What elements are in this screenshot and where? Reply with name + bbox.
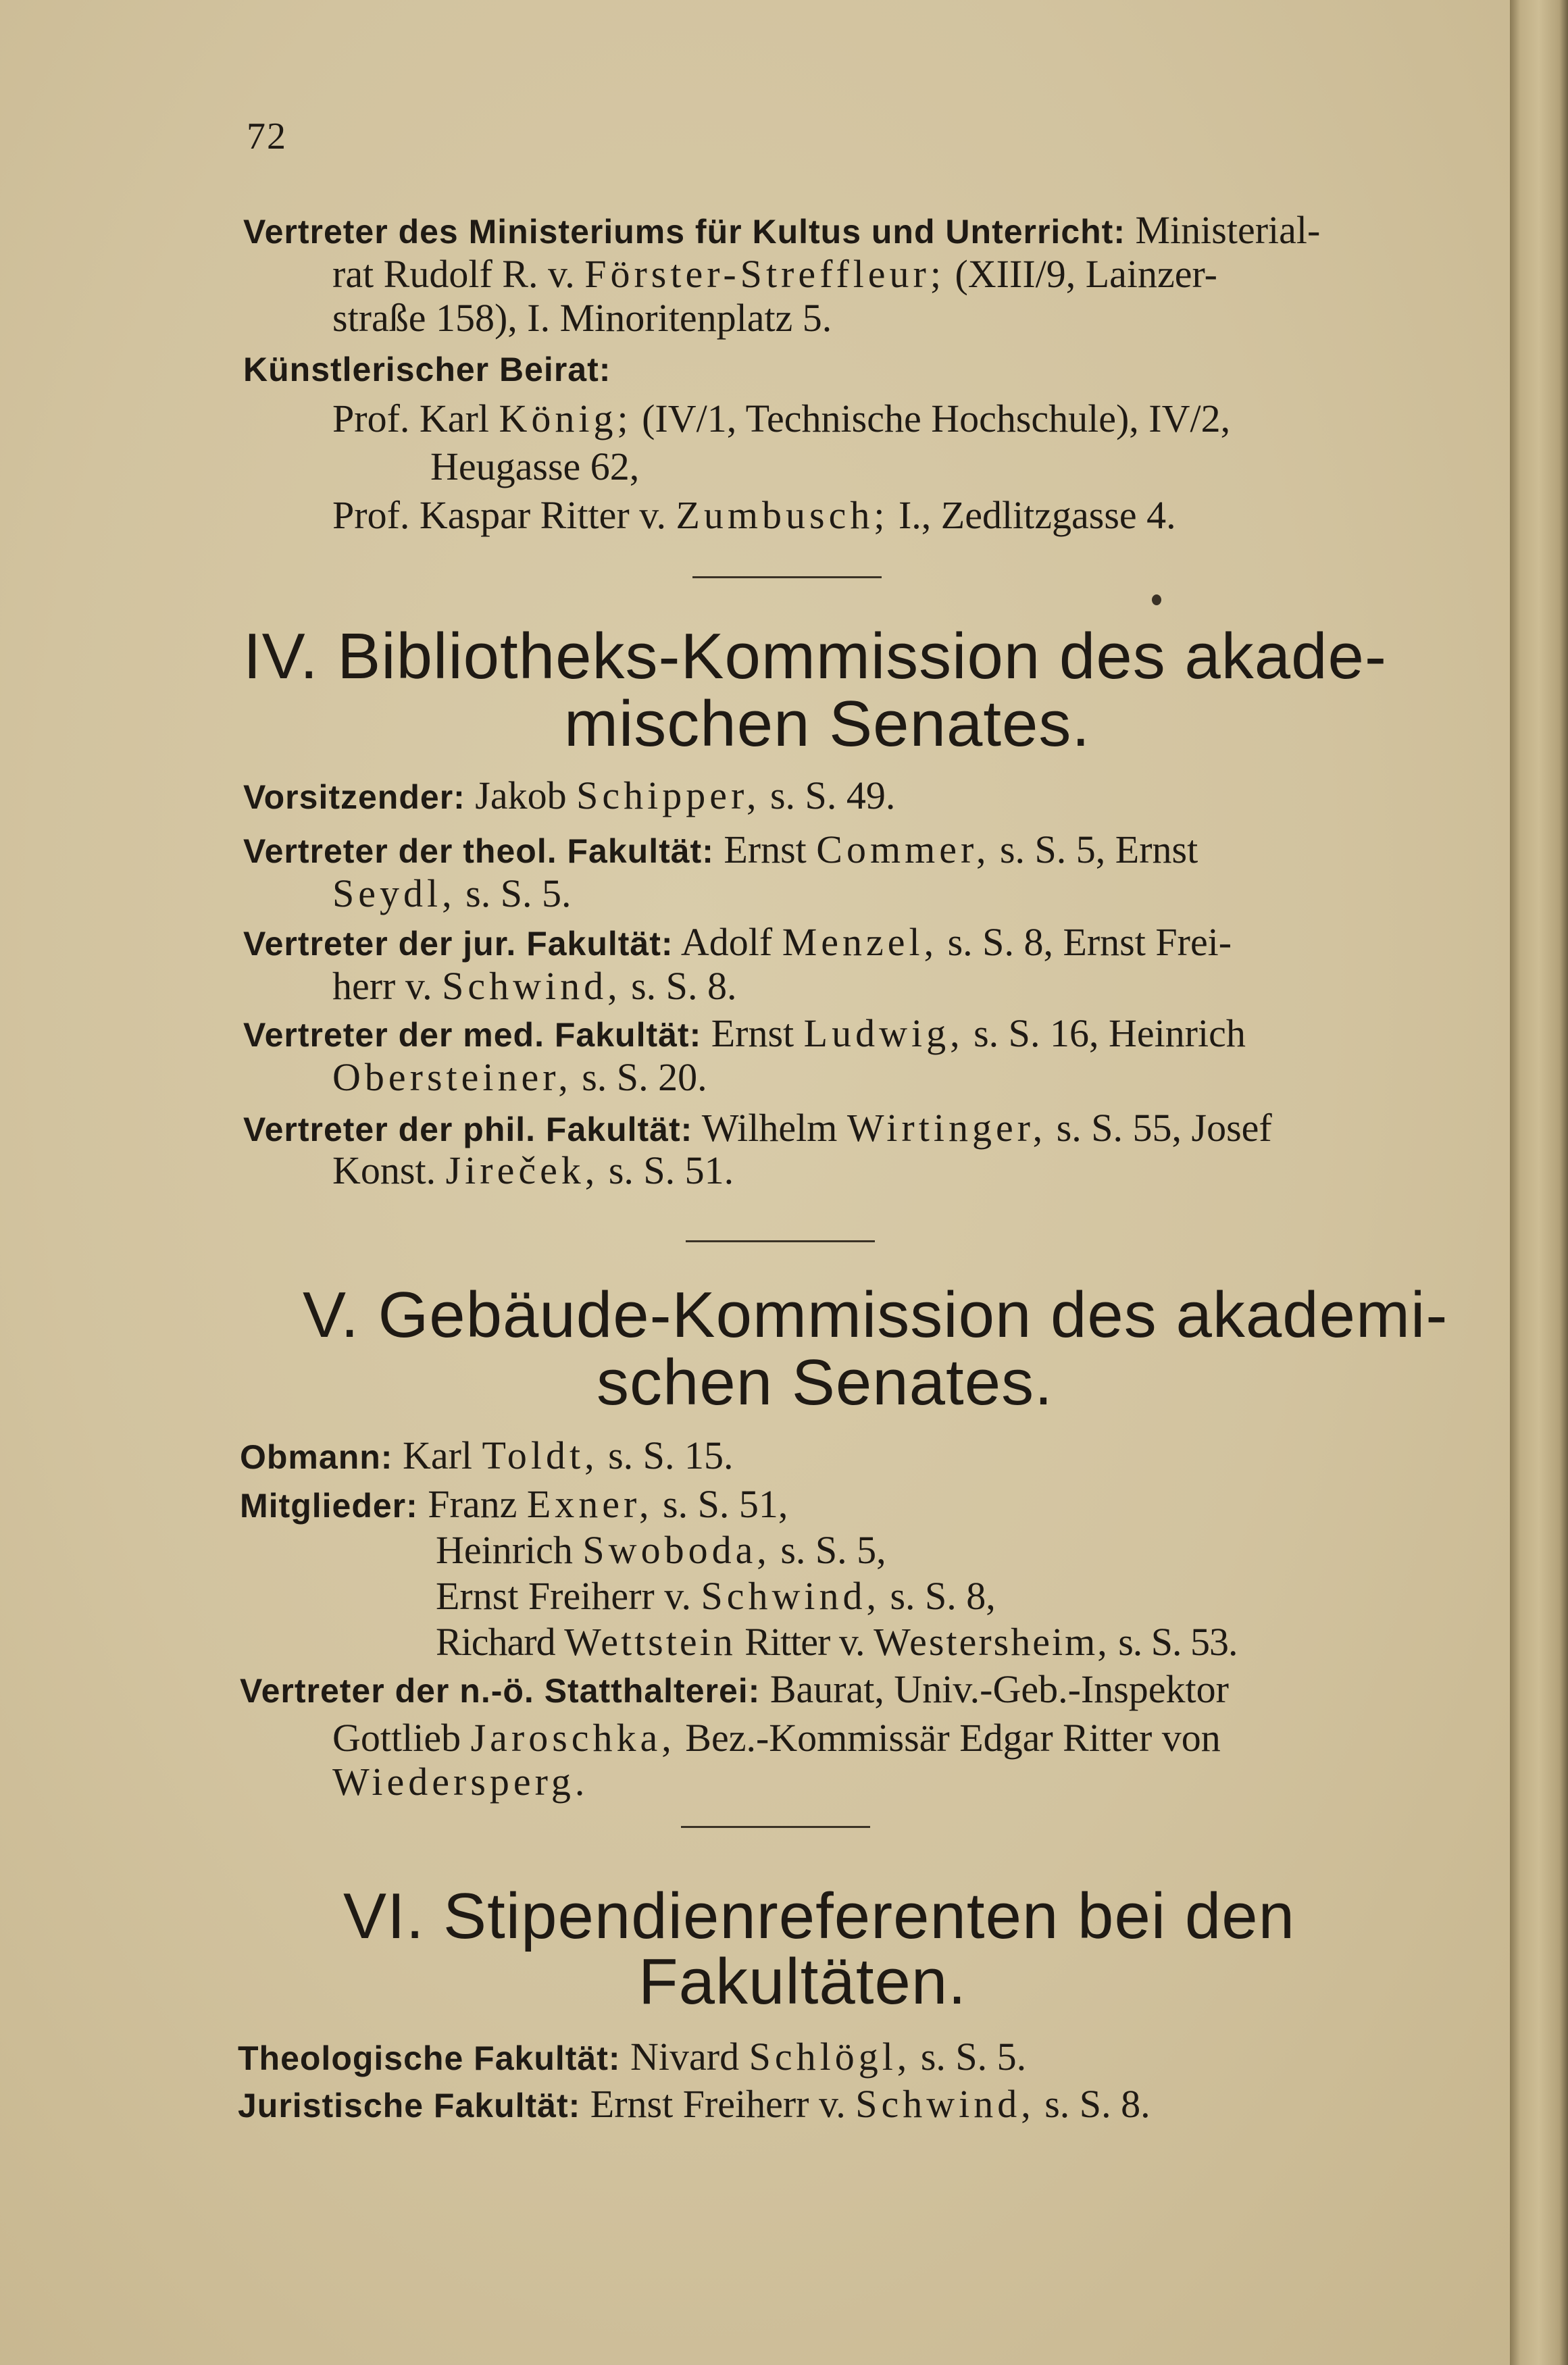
- person-name: Ludwig,: [803, 1011, 964, 1055]
- person-name: Menzel,: [782, 920, 938, 964]
- ministry-line-1: [243, 208, 1320, 254]
- section-4-med: Vertreter der med. Fakultät: Ernst Ludwig, s. S. 16, Heinrich: [243, 1011, 1246, 1055]
- section-4-phil-2: Konst. Jireček, s. S. 51.: [332, 1148, 734, 1192]
- ministry-line-2: rat Rudolf R. v. Förster-Streffleur; (XIII/9, Lainzer-: [332, 252, 1217, 296]
- phil-label: Vertreter der phil. Fakultät:: [243, 1111, 693, 1148]
- section-4-jur-2: herr v. Schwind, s. S. 8.: [332, 964, 737, 1008]
- person-name: Wettstein: [564, 1620, 736, 1664]
- person-name: Swoboda,: [582, 1528, 771, 1572]
- person-name: Toldt,: [482, 1433, 599, 1477]
- person-name: Obersteiner,: [332, 1055, 572, 1099]
- person-name: Schwind,: [701, 1574, 880, 1618]
- section-5-obmann: Obmann: Karl Toldt, s. S. 15.: [240, 1433, 734, 1477]
- ministry-line-3: straße 158), I. Minoritenplatz 5.: [332, 296, 832, 340]
- section-5-title-line-1: V. Gebäude-Kommission des akademi-: [303, 1279, 1448, 1351]
- theol-faculty-label: Theologische Fakultät:: [238, 2039, 621, 2077]
- section-4-jur: Vertreter der jur. Fakultät: Adolf Menzel, s. S. 8, Ernst Frei-: [243, 920, 1232, 964]
- section-6-title-line-1: VI. Stipendienreferenten bei den: [343, 1880, 1295, 1952]
- section-4-theol: Vertreter der theol. Fakultät: Ernst Commer, s. S. 5, Ernst: [243, 828, 1198, 871]
- statthalterei-label: Vertreter der n.-ö. Statthalterei:: [240, 1672, 761, 1710]
- section-5-members-line-3: Ernst Freiherr v. Schwind, s. S. 8,: [436, 1574, 996, 1618]
- person-name: Seydl,: [332, 871, 456, 915]
- person-name: Wirtinger,: [846, 1106, 1047, 1150]
- section-4-theol-2: Seydl, s. S. 5.: [332, 871, 572, 915]
- section-divider: [681, 1826, 870, 1828]
- art-board-label-line: [243, 346, 611, 392]
- art-board-line-2: Heugasse 62,: [430, 444, 640, 488]
- section-6-jur: Juristische Fakultät: Ernst Freiherr v. Schwind, s. S. 8.: [238, 2082, 1150, 2126]
- book-gutter: [1510, 0, 1568, 2365]
- ministry-text-1: Ministerial-: [1135, 208, 1321, 252]
- ministry-label: Vertreter des Ministeriums für Kultus und Unterricht:: [243, 213, 1126, 251]
- person-name: Jireček,: [445, 1148, 599, 1192]
- person-name: Commer,: [816, 828, 990, 871]
- jur-label: Vertreter der jur. Fakultät:: [243, 925, 674, 963]
- section-5-statthalterei-3: [332, 1760, 588, 1804]
- section-5-members-line-1: Mitglieder: Franz Exner, s. S. 51,: [240, 1482, 788, 1526]
- person-name: Jaroschka,: [470, 1716, 676, 1760]
- person-name: Exner,: [526, 1482, 653, 1526]
- section-divider: [692, 576, 882, 578]
- person-name: König;: [499, 397, 632, 440]
- section-divider: [686, 1240, 875, 1242]
- obmann-label: Obmann:: [240, 1438, 393, 1476]
- section-4-chair: Vorsitzender: Jakob Schipper, s. S. 49.: [243, 773, 896, 817]
- art-board-label: Künstlerischer Beirat:: [243, 351, 611, 388]
- theol-label: Vertreter der theol. Fakultät:: [243, 832, 714, 870]
- jur-faculty-label: Juristische Fakultät:: [238, 2087, 581, 2125]
- section-5-title-line-2: schen Senates.: [597, 1346, 1053, 1419]
- members-label: Mitglieder:: [240, 1487, 418, 1525]
- section-5-members-line-2: Heinrich Swoboda, s. S. 5,: [436, 1528, 886, 1572]
- page-number: 72: [247, 116, 287, 157]
- med-label: Vertreter der med. Fakultät:: [243, 1016, 702, 1054]
- art-board-line-3: Prof. Kaspar Ritter v. Zumbusch; I., Zedlitzgasse 4.: [332, 493, 1176, 537]
- person-name: Wiedersperg.: [332, 1760, 589, 1804]
- art-board-line-1: Prof. Karl König; (IV/1, Technische Hochschule), IV/2,: [332, 397, 1231, 440]
- section-4-title-line-1: IV. Bibliotheks-Kommission des akade-: [243, 620, 1387, 692]
- section-4-med-2: Obersteiner, s. S. 20.: [332, 1055, 707, 1099]
- person-name: Schlögl,: [749, 2035, 911, 2079]
- person-name: Zumbusch;: [676, 493, 889, 537]
- section-4-title-line-2: mischen Senates.: [564, 688, 1091, 760]
- ink-speck: [1152, 594, 1161, 605]
- person-name: Schwind,: [855, 2082, 1035, 2126]
- person-name: Schwind,: [442, 964, 622, 1008]
- section-5-statthalterei: Vertreter der n.-ö. Statthalterei: Baurat, Univ.-Geb.-Inspektor: [240, 1667, 1229, 1711]
- chair-label: Vorsitzender:: [243, 778, 465, 816]
- section-5-statthalterei-2: Gottlieb Jaroschka, Bez.-Kommissär Edgar Ritter von: [332, 1716, 1221, 1760]
- section-6-theol: Theologische Fakultät: Nivard Schlögl, s. S. 5.: [238, 2035, 1027, 2079]
- person-name: Förster-Streffleur;: [584, 252, 945, 296]
- section-6-title-line-2: Fakultäten.: [638, 1946, 967, 2018]
- section-5-members-line-4: Richard Wettstein Ritter v. Westersheim, s. S. 53.: [436, 1620, 1238, 1664]
- section-4-phil: Vertreter der phil. Fakultät: Wilhelm Wirtinger, s. S. 55, Josef: [243, 1106, 1272, 1150]
- person-name: Westersheim,: [874, 1620, 1109, 1664]
- person-name: Schipper,: [576, 773, 761, 817]
